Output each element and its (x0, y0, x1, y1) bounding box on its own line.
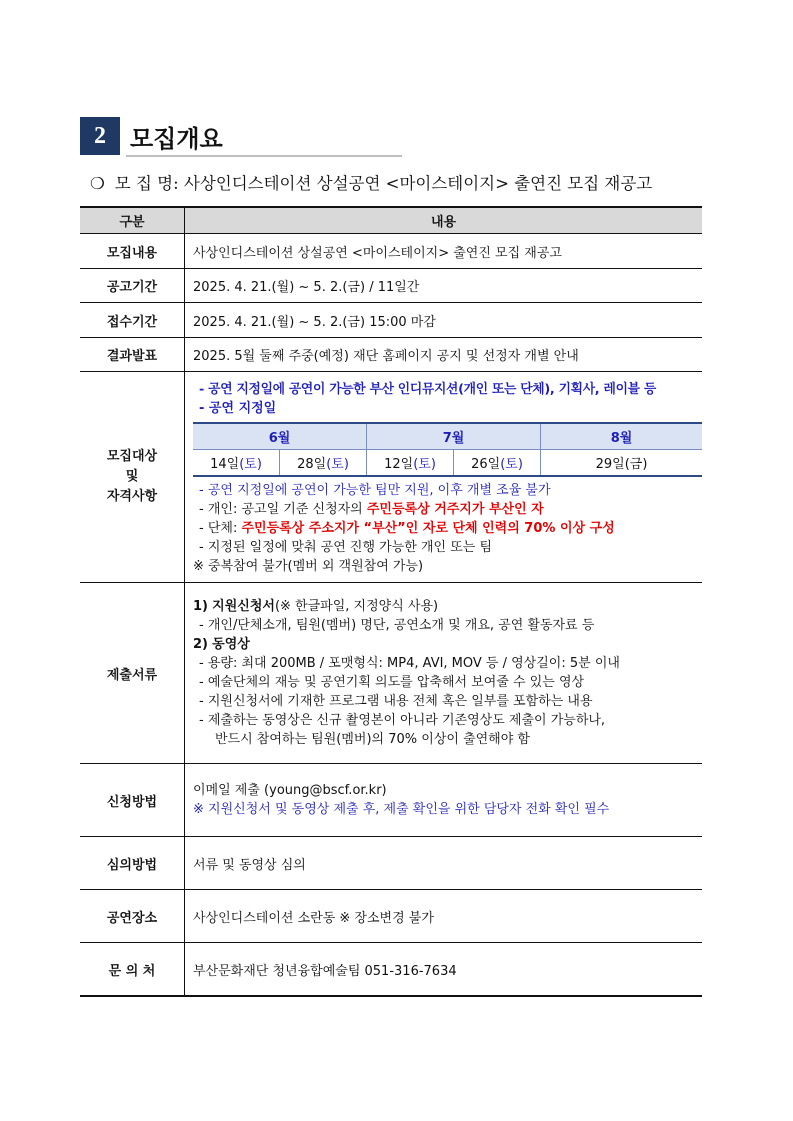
row-result (80, 338, 702, 372)
document-item-2-detail-4: - 제출하는 동영상은 신규 촬영본이 아니라 기존영상도 제출이 가능하나, (199, 713, 606, 728)
method-note: ※ 지원신청서 및 동영상 제출 후, 제출 확인을 위한 담당자 전화 확인 필수 (193, 802, 610, 817)
section-title: 모집개요 (130, 125, 223, 153)
item-suffix: (※ 한글파일, 지정양식 사용) (274, 599, 439, 614)
header-category: 구분 (80, 207, 185, 234)
recruitment-name (90, 170, 652, 194)
date-cell (280, 449, 367, 476)
method-email: 이메일 제출 (young@bscf.or.kr) (193, 783, 387, 798)
document-item-2-detail-1: - 용량: 최대 200MB / 포맷형식: MP4, AVI, MOV 등 / 영상길이: 5분 이내 (199, 656, 620, 671)
eligibility-note-1: - 공연 지정일에 공연이 가능한 팀만 지원, 이후 개별 조율 불가 (199, 482, 551, 498)
row-review (80, 837, 702, 890)
overview-table (80, 206, 702, 997)
date-day: 12일 (384, 456, 414, 472)
table-header-row (80, 207, 702, 234)
date-weekday: (토) (500, 456, 523, 472)
row-eligibility (80, 372, 702, 583)
value-method (185, 764, 703, 837)
note-3-text: - 단체: (199, 520, 242, 536)
label-notice-period: 공고기간 (80, 269, 185, 303)
label-documents: 제출서류 (80, 583, 185, 764)
value-venue: 사상인디스테이션 소란동 ※ 장소변경 불가 (185, 890, 703, 943)
document-item-2-detail-5: 반드시 참여하는 팀원(멤버)의 70% 이상이 출연해야 함 (215, 732, 530, 747)
value-recruit-content: 사상인디스테이션 상설공연 <마이스테이지> 출연진 모집 재공고 (185, 234, 703, 269)
item-title: 동영상 (212, 637, 250, 652)
header-content: 내용 (185, 207, 703, 234)
section-number: 2 (80, 117, 120, 155)
eligibility-note-3 (193, 519, 702, 538)
date-weekday: (토) (326, 456, 349, 472)
eligibility-intro-2: - 공연 지정일 (199, 400, 277, 416)
label-eligibility (80, 372, 185, 583)
date-day: 14일 (210, 456, 240, 472)
value-documents (185, 583, 703, 764)
circle-bullet-icon: ❍ (90, 174, 105, 193)
eligibility-note-2 (193, 500, 702, 519)
note-2-text: - 개인: 공고일 기준 신청자의 (199, 501, 367, 517)
row-documents (80, 583, 702, 764)
note-2-highlight: 주민등록상 거주지가 부산인 자 (366, 501, 544, 517)
date-day: 26일 (471, 456, 501, 472)
item-number: 1) (193, 599, 208, 614)
document-item-2 (193, 635, 702, 654)
date-cell (367, 449, 454, 476)
row-contact (80, 943, 702, 997)
label-eligibility-3: 자격사항 (106, 489, 158, 504)
label-eligibility-2: 및 (125, 469, 139, 484)
document-item-1 (193, 597, 702, 616)
label-venue: 공연장소 (80, 890, 185, 943)
note-3-highlight: 주민등록상 주소지가 “부산”인 자로 단체 인력의 70% 이상 구성 (241, 520, 615, 536)
date-weekday: (금) (624, 456, 648, 472)
date-cell (541, 449, 703, 476)
document-item-2-detail-3: - 지원신청서에 기재한 프로그램 내용 전체 혹은 일부를 포함하는 내용 (199, 694, 593, 709)
row-apply-period (80, 303, 702, 338)
label-apply-period: 접수기간 (80, 303, 185, 338)
month-august: 8월 (541, 423, 703, 450)
label-review: 심의방법 (80, 837, 185, 890)
label-eligibility-1: 모집대상 (106, 449, 158, 464)
document-item-2-detail-2: - 예술단체의 재능 및 공연기획 의도를 압축해서 보여줄 수 있는 영상 (199, 675, 585, 690)
schedule-month-row (193, 423, 702, 450)
section-header (80, 117, 402, 157)
date-day: 29일 (595, 456, 625, 472)
value-review: 서류 및 동영상 심의 (185, 837, 703, 890)
value-result: 2025. 5월 둘째 주중(예정) 재단 홈페이지 공지 및 선정자 개별 안내 (185, 338, 703, 372)
value-contact: 부산문화재단 청년융합예술팀 051-316-7634 (185, 943, 703, 997)
item-number: 2) (193, 637, 208, 652)
eligibility-intro-1: - 공연 지정일에 공연이 가능한 부산 인디뮤지션(개인 또는 단체), 기획사, 레이블 등 (199, 381, 656, 397)
value-eligibility (185, 372, 703, 583)
recruitment-name-text: 모 집 명: 사상인디스테이션 상설공연 <마이스테이지> 출연진 모집 재공고 (114, 174, 653, 193)
month-july: 7월 (367, 423, 541, 450)
label-contact: 문 의 처 (80, 943, 185, 997)
date-day: 28일 (297, 456, 327, 472)
value-notice-period: 2025. 4. 21.(월) ~ 5. 2.(금) / 11일간 (185, 269, 703, 303)
date-cell (193, 449, 280, 476)
date-cell (454, 449, 541, 476)
row-venue (80, 890, 702, 943)
row-recruit-content (80, 234, 702, 269)
month-june: 6월 (193, 423, 367, 450)
label-method: 신청방법 (80, 764, 185, 837)
date-weekday: (토) (239, 456, 262, 472)
item-title: 지원신청서 (212, 599, 275, 614)
section-underline (126, 155, 402, 157)
schedule-table (193, 422, 702, 477)
row-notice-period (80, 269, 702, 303)
date-weekday: (토) (413, 456, 436, 472)
eligibility-note-5: ※ 중복참여 불가(멤버 외 객원참여 가능) (193, 558, 424, 574)
eligibility-note-4: - 지정된 일정에 맞춰 공연 진행 가능한 개인 또는 팀 (199, 539, 493, 555)
document-item-1-detail: - 개인/단체소개, 팀원(멤버) 명단, 공연소개 및 개요, 공연 활동자료 등 (199, 618, 595, 633)
value-apply-period: 2025. 4. 21.(월) ~ 5. 2.(금) 15:00 마감 (185, 303, 703, 338)
schedule-date-row (193, 449, 702, 476)
label-recruit-content: 모집내용 (80, 234, 185, 269)
label-result: 결과발표 (80, 338, 185, 372)
row-method (80, 764, 702, 837)
